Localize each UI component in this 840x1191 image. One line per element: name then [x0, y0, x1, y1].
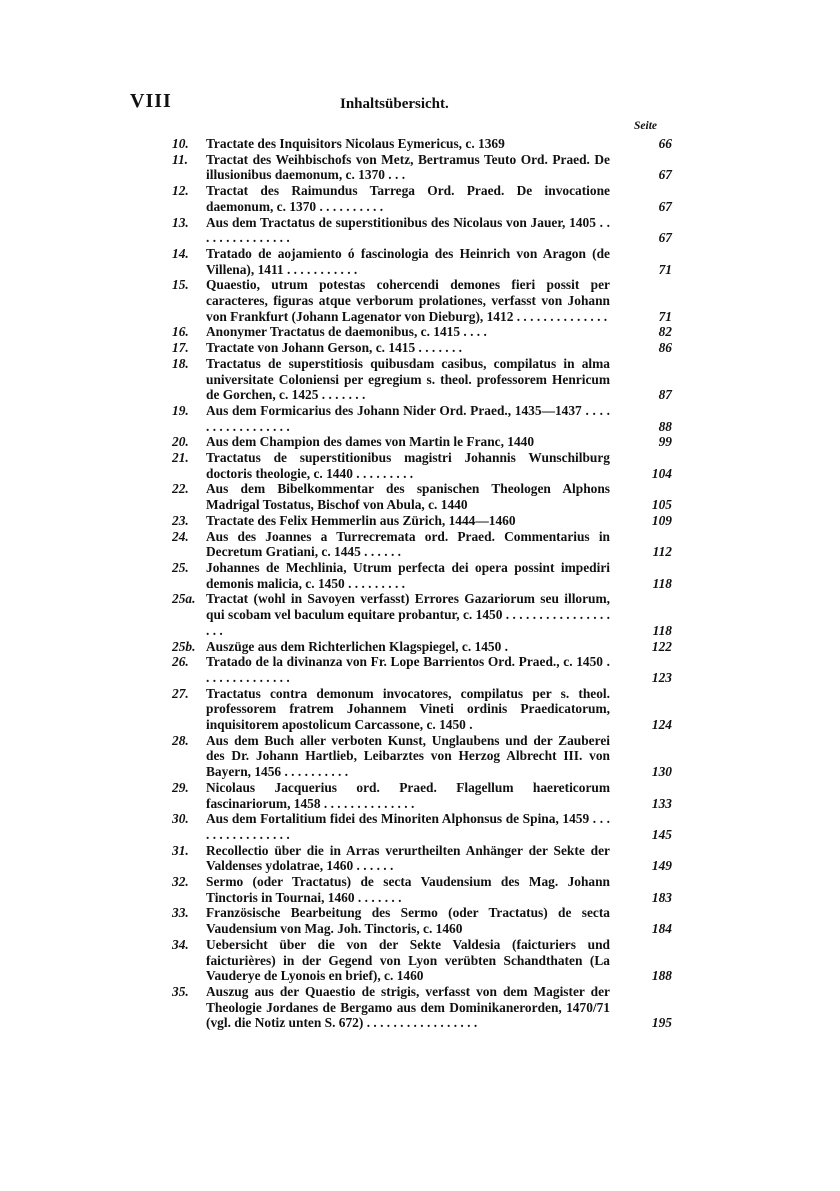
toc-entry-page: 149: [651, 858, 672, 874]
toc-entry-number: 24.: [172, 528, 189, 544]
toc-entry-title: Tractatus de superstitiosis quibusdam casibus, compilatus in alma universitate Coloniensi per egregium s. theol. professorem Henricum de Gorchen, c. 1425 . . . . . . .: [206, 355, 610, 403]
toc-entry-title: Uebersicht über die von der Sekte Valdesia (faicturiers und faicturières) in der Gegend von Lyon verübten Schandthaten (La Vauderye de Lyonois en brief), c. 1460: [206, 936, 610, 984]
toc-entry-title: Tractate des Inquisitors Nicolaus Eymericus, c. 1369: [206, 136, 505, 151]
toc-entry-title: Quaestio, utrum potestas cohercendi demones fieri possit per caracteres, figuras atque verborum prolationes, verfasst von Johann von Frankfurt (Johann Lagenator von Dieburg), 1412 . . . . . . . . . . . . . .: [206, 277, 610, 324]
toc-entry: [172, 356, 672, 403]
toc-entry-number: 19.: [172, 402, 189, 418]
toc-entry-number: 32.: [172, 874, 189, 890]
toc-entry-page: 66: [658, 136, 672, 151]
toc-entry-number: 29.: [172, 779, 189, 795]
toc-entry-number: 15.: [172, 277, 189, 293]
toc-entry: [172, 152, 672, 183]
toc-entry-title: Tractat des Raimundus Tarrega Ord. Praed. De invocatione daemonum, c. 1370 . . . . . . . . . .: [206, 183, 610, 214]
toc-entry-page: 123: [651, 669, 672, 685]
toc-entry-number: 25.: [172, 559, 189, 575]
toc-entry-number: 23.: [172, 512, 189, 528]
toc-entry-number: 20.: [172, 434, 189, 450]
toc-entry: [172, 246, 672, 277]
toc-entry: [172, 984, 672, 1031]
toc-entry-page: 105: [651, 497, 672, 513]
toc-entry: [172, 937, 672, 984]
toc-entry-number: 17.: [172, 340, 189, 356]
toc-entry-number: 34.: [172, 936, 189, 952]
toc-entry-title: Französische Bearbeitung des Sermo (oder Tractatus) de secta Vaudensium von Mag. Joh. Tinctoris, c. 1460: [206, 905, 610, 937]
toc-entry: [172, 136, 672, 152]
toc-entry: [172, 183, 672, 214]
toc-entry-number: 22.: [172, 481, 189, 497]
toc-entry-page: 112: [652, 544, 672, 560]
toc-entry-title: Johannes de Mechlinia, Utrum perfecta dei opera possint impediri demonis malicia, c. 1450 . . . . . . . . .: [206, 559, 610, 591]
toc-entry-page: 86: [658, 340, 672, 356]
toc-entry-title: Tractat (wohl in Savoyen verfasst) Errores Gazariorum seu illorum, qui scobam vel baculum equitare probantur, c. 1450 . . . . . . . . . . . . . . . . . . .: [206, 591, 610, 638]
toc-entry-title: Tratado de aojamiento ó fascinologia des Heinrich von Aragon (de Villena), 1411 . . . . . . . . . . .: [206, 245, 610, 277]
toc-entry-page: 195: [651, 1015, 672, 1031]
toc-entry: [172, 811, 672, 842]
toc-entry: [172, 529, 672, 560]
toc-entry-page: 109: [651, 512, 672, 528]
toc-entry-title: Tractatus de superstitionibus magistri Johannis Wunschilburg doctoris theologie, c. 1440 . . . . . . . . .: [206, 450, 610, 481]
toc-entry-page: 133: [651, 795, 672, 811]
toc-entry-page: 67: [658, 198, 672, 214]
toc-entry-number: 18.: [172, 355, 189, 371]
toc-entry-title: Sermo (oder Tractatus) de secta Vaudensium des Mag. Johann Tinctoris in Tournai, 1460 . . . . . . .: [206, 874, 610, 905]
toc-entry-page: 87: [658, 387, 672, 403]
toc-entry-page: 67: [658, 230, 672, 246]
toc-entry-page: 82: [658, 324, 672, 340]
toc-entry: [172, 340, 672, 356]
toc-entry-number: 35.: [172, 983, 189, 999]
toc-entry-page: 99: [658, 434, 672, 450]
toc-entry: [172, 434, 672, 450]
page-number: VIII: [130, 90, 172, 112]
toc-entry-title: Anonymer Tractatus de daemonibus, c. 1415 . . . .: [206, 324, 487, 340]
toc-entry-number: 31.: [172, 842, 189, 858]
toc-entry-number: 27.: [172, 685, 189, 701]
toc-entry-page: 71: [658, 261, 672, 277]
toc-entry: [172, 450, 672, 481]
toc-entry-title: Recollectio über die in Arras verurtheilten Anhänger der Sekte der Valdenses ydolatrae, 1460 . . . . . .: [206, 842, 610, 874]
toc-entry: [172, 560, 672, 591]
toc-entry-number: 11.: [172, 151, 188, 167]
toc-entry: [172, 215, 672, 246]
toc-entry: [172, 403, 672, 434]
toc-entry: [172, 639, 672, 655]
toc-entry: [172, 481, 672, 512]
toc-entry-number: 25b.: [172, 638, 196, 654]
seite-label: Seite: [634, 120, 657, 132]
toc-entry: [172, 874, 672, 905]
toc-entry-title: Nicolaus Jacquerius ord. Praed. Flagellum haereticorum fascinariorum, 1458 . . . . . . . . . . . . . .: [206, 779, 610, 811]
toc-entry: [172, 591, 672, 638]
toc-entry-page: 88: [658, 418, 672, 434]
toc-entry-title: Tractatus contra demonum invocatores, compilatus per s. theol. professorem fratrem Johannem Vineti ordinis Praedicatorum, inquisitorem apostolicum Carcassone, c. 1450 .: [206, 685, 610, 733]
toc-entry-page: 122: [651, 638, 672, 654]
toc-entry-title: Aus des Joannes a Turrecremata ord. Praed. Commentarius in Decretum Gratiani, c. 1445 . . . . . .: [206, 528, 610, 560]
toc-entry: [172, 843, 672, 874]
toc-entry: [172, 277, 672, 324]
toc-entry-title: Aus dem Bibelkommentar des spanischen Theologen Alphons Madrigal Tostatus, Bischof von Abula, c. 1440: [206, 481, 610, 513]
toc-entry-number: 21.: [172, 450, 189, 466]
toc-entry-title: Tractate von Johann Gerson, c. 1415 . . . . . . .: [206, 340, 463, 356]
toc-entry-number: 12.: [172, 183, 189, 199]
toc-entry-title: Aus dem Tractatus de superstitionibus des Nicolaus von Jauer, 1405 . . . . . . . . . . . . . . .: [206, 214, 610, 246]
toc-entry-number: 33.: [172, 905, 189, 921]
toc-entry: [172, 324, 672, 340]
toc-entry: [172, 733, 672, 780]
toc-entry-page: 130: [651, 764, 672, 780]
toc-entry-title: Auszüge aus dem Richterlichen Klagspiegel, c. 1450 .: [206, 638, 509, 654]
toc-entry-title: Aus dem Formicarius des Johann Nider Ord. Praed., 1435—1437 . . . . . . . . . . . . . . . . .: [206, 402, 610, 434]
toc-entry-number: 30.: [172, 811, 189, 827]
toc-entry-number: 10.: [172, 136, 189, 151]
toc-entry-page: 118: [652, 575, 672, 591]
toc-entry-number: 26.: [172, 654, 189, 670]
toc-entry: [172, 780, 672, 811]
toc-entry-number: 25a.: [172, 591, 196, 607]
toc-entry: [172, 905, 672, 936]
table-of-contents: [172, 136, 672, 1031]
toc-entry-page: 118: [652, 622, 672, 638]
toc-entry-title: Tratado de la divinanza von Fr. Lope Barrientos Ord. Praed., c. 1450 . . . . . . . . . . . . . .: [206, 654, 610, 685]
toc-entry-page: 104: [651, 465, 672, 481]
toc-entry-title: Auszug aus der Quaestio de strigis, verfasst von dem Magister der Theologie Jordanes de Bergamo aus dem Dominikanerorden, 1470/71 (vgl. die Notiz unten S. 672) . . . . . . . . . . . . . . . . .: [206, 983, 610, 1031]
toc-entry-page: 71: [658, 308, 672, 324]
toc-entry-page: 124: [651, 717, 672, 733]
toc-entry-number: 16.: [172, 324, 189, 340]
toc-entry-number: 13.: [172, 214, 189, 230]
toc-entry-number: 14.: [172, 245, 189, 261]
toc-entry-page: 183: [651, 889, 672, 905]
toc-entry: [172, 513, 672, 529]
toc-entry-title: Aus dem Fortalitium fidei des Minoriten Alphonsus de Spina, 1459 . . . . . . . . . . . . . . . .: [206, 811, 610, 842]
toc-entry-page: 67: [658, 167, 672, 183]
toc-entry: [172, 654, 672, 685]
toc-entry-page: 188: [651, 968, 672, 984]
toc-entry-page: 145: [651, 826, 672, 842]
toc-entry-title: Tractat des Weihbischofs von Metz, Bertramus Teuto Ord. Praed. De illusionibus daemonum, c. 1370 . . .: [206, 151, 610, 183]
toc-entry-page: 184: [651, 921, 672, 937]
toc-entry-title: Aus dem Buch aller verboten Kunst, Unglaubens und der Zauberei des Dr. Johann Hartlieb, Leibarztes von Herzog Albrecht III. von Bayern, 1456 . . . . . . . . . .: [206, 732, 610, 780]
running-head: Inhaltsübersicht.: [340, 96, 449, 112]
toc-entry-number: 28.: [172, 732, 189, 748]
toc-entry-title: Aus dem Champion des dames von Martin le Franc, 1440: [206, 434, 535, 450]
toc-entry-title: Tractate des Felix Hemmerlin aus Zürich, 1444—1460: [206, 512, 516, 528]
toc-entry: [172, 686, 672, 733]
